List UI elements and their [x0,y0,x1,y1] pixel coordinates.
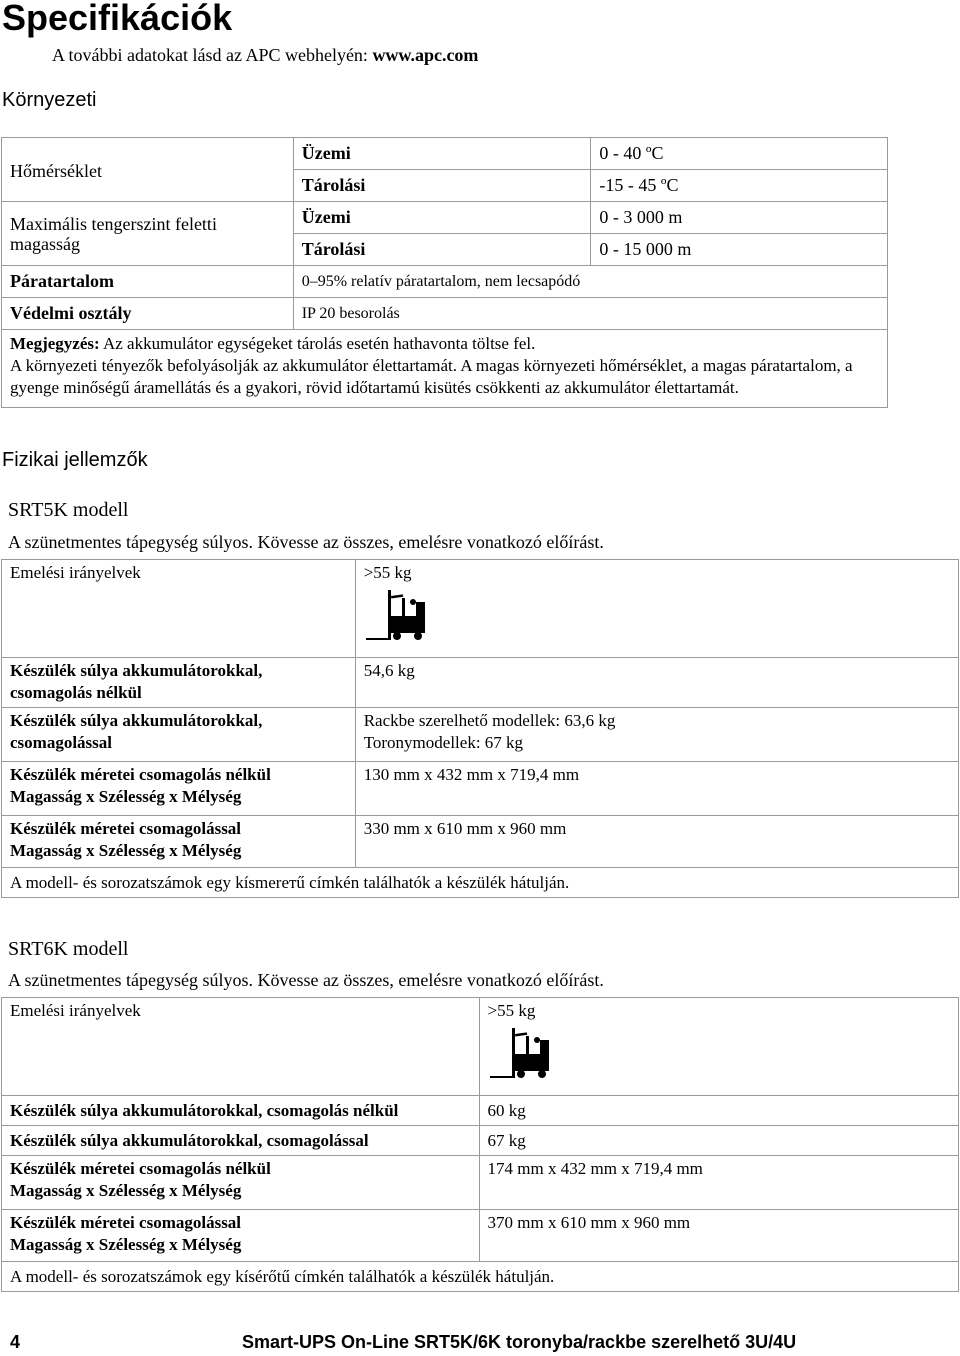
srt5k-lift-value: >55 kg [363,563,412,582]
srt6k-table [1,997,959,1292]
alt-operating-value: 0 - 3 000 m [591,202,888,234]
note-text-3: A magas környezeti hőmérséklet, a magas páratartalom, a gyenge minőségű áramellátás és a gyakori, rövid időtartamú kisütés csökkenti az akkumulátor élettartamát. [10,356,853,397]
protection-value: IP 20 besorolás [293,298,887,330]
srt6k-weight-pack-value: 67 kg [479,1126,958,1156]
page-title: Specifikációk [2,0,233,38]
document-title: Smart-UPS On-Line SRT5K/6K toronyba/rackbe szerelhető 3U/4U [242,1332,797,1352]
environment-note [2,330,888,408]
srt6k-dim-nopack-label [2,1156,480,1210]
page-subtitle [52,44,478,66]
environment-heading: Környezeti [2,89,97,111]
temp-operating-value: 0 - 40 ºC [591,138,888,170]
humidity-label: Páratartalom [2,266,294,298]
page-number: 4 [10,1332,21,1352]
altitude-label: Maximális tengerszint feletti magasság [2,202,294,266]
srt5k-dim-nopack-label [2,762,356,816]
srt5k-weight-pack-label: Készülék súlya akkumulátorokkal, csomagolással [2,708,356,762]
apc-website-link[interactable]: www.apc.com [372,45,479,65]
srt6k-dim-pack-value: 370 mm x 610 mm x 960 mm [479,1210,958,1262]
srt6k-dim-nopack-value: 174 mm x 432 mm x 719,4 mm [479,1156,958,1210]
temperature-label: Hőmérséklet [2,138,294,202]
humidity-value: 0–95% relatív páratartalom, nem lecsapódó [293,266,887,298]
srt5k-dim-nopack-value: 130 mm x 432 mm x 719,4 mm [355,762,958,816]
srt5k-table [1,559,959,898]
srt6k-dim-pack-label-1: Készülék méretei csomagolással [10,1213,242,1232]
forklift-icon [488,1026,552,1080]
environment-table [1,137,888,408]
srt6k-dim-nopack-label-1: Készülék méretei csomagolás nélkül [10,1159,271,1178]
srt5k-dim-pack-label-2: Magasság x Szélesség x Mélység [10,841,242,860]
srt6k-lift-label: Emelési irányelvek [2,998,480,1096]
srt5k-dim-pack-value: 330 mm x 610 mm x 960 mm [355,816,958,868]
temp-operating-label: Üzemi [293,138,591,170]
temp-storage-value: -15 - 45 ºC [591,170,888,202]
srt5k-dim-nopack-label-2: Magasság x Szélesség x Mélység [10,787,242,806]
srt6k-dim-pack-label [2,1210,480,1262]
physical-heading: Fizikai jellemzők [2,449,148,471]
srt5k-warning: A szünetmentes tápegység súlyos. Kövesse az összes, emelésre vonatkozó előírást. [8,532,604,552]
srt6k-weight-nopack-label: Készülék súlya akkumulátorokkal, csomagolás nélkül [2,1096,480,1126]
srt5k-dim-pack-label-1: Készülék méretei csomagolással [10,819,242,838]
srt6k-heading: SRT6K modell [8,938,129,960]
alt-operating-label: Üzemi [293,202,591,234]
srt6k-weight-pack-label: Készülék súlya akkumulátorokkal, csomagolással [2,1126,480,1156]
srt6k-lift-value: >55 kg [487,1001,536,1020]
srt5k-dim-nopack-label-1: Készülék méretei csomagolás nélkül [10,765,271,784]
srt6k-dim-pack-label-2: Magasság x Szélesség x Mélység [10,1235,242,1254]
srt5k-weight-rack: Rackbe szerelhető modellek: 63,6 kg [363,711,616,730]
srt6k-dim-nopack-label-2: Magasság x Szélesség x Mélység [10,1181,242,1200]
forklift-icon [364,588,428,642]
alt-storage-label: Tárolási [293,234,591,266]
srt5k-dim-pack-label [2,816,356,868]
srt5k-weight-nopack-value: 54,6 kg [355,658,958,708]
srt5k-weight-nopack-label: Készülék súlya akkumulátorokkal, csomagolás nélkül [2,658,356,708]
srt6k-weight-nopack-value: 60 kg [479,1096,958,1126]
srt5k-heading: SRT5K modell [8,499,129,521]
srt5k-weight-pack-value [355,708,958,762]
note-label: Megjegyzés: [10,334,100,353]
srt6k-warning: A szünetmentes tápegység súlyos. Kövesse az összes, emelésre vonatkozó előírást. [8,970,604,990]
srt5k-serial-note: A modell- és sorozatszámok egy kísmerетű címkén találhatók a készülék hátulján. [2,868,959,898]
temp-storage-label: Tárolási [293,170,591,202]
protection-label: Védelmi osztály [2,298,294,330]
subtitle-text: A további adatokat lásd az APC webhelyén: [52,45,373,65]
alt-storage-value: 0 - 15 000 m [591,234,888,266]
srt5k-weight-tower: Toronymodellek: 67 kg [363,733,524,752]
srt5k-lift-label: Emelési irányelvek [2,560,356,658]
note-text-2: A környezeti tényezők befolyásolják az akkumulátor élettartamát. [10,356,458,375]
srt6k-serial-note: A modell- és sorozatszámok egy kísérőtű címkén találhatók a készülék hátulján. [2,1262,959,1292]
note-text-1: Az akkumulátor egységeket tárolás esetén hathavonta töltse fel. [99,334,536,353]
